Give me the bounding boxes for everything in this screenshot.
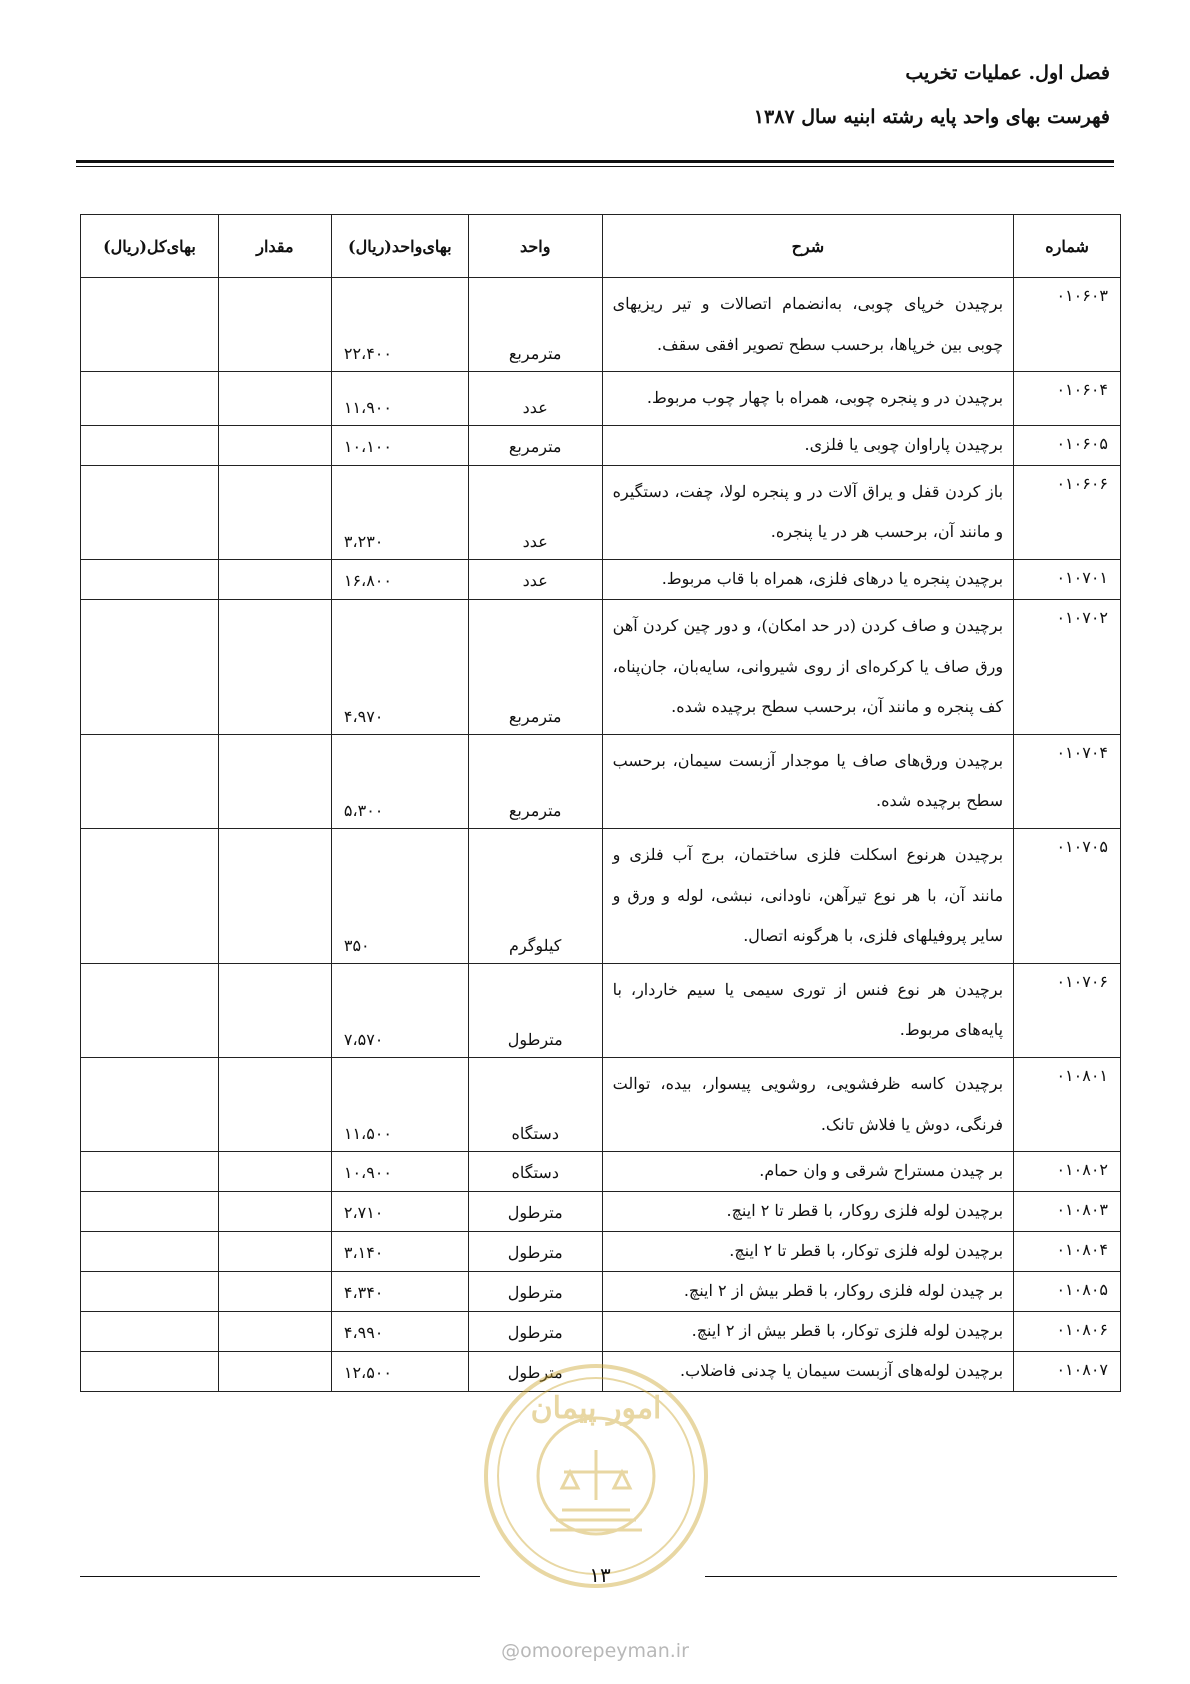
item-total — [81, 599, 219, 734]
table-row — [81, 1152, 1121, 1192]
item-description: باز کردن قفل و یراق آلات در و پنجره لولا، چفت، دستگیره و مانند آن، برحسب هر در یا پنجره. — [602, 465, 1013, 559]
item-unit: عدد — [468, 559, 602, 599]
item-unit: مترطول — [468, 1192, 602, 1232]
table-row — [81, 734, 1121, 828]
item-total — [81, 465, 219, 559]
price-list-table — [80, 214, 1121, 1392]
item-quantity — [218, 559, 331, 599]
item-total — [81, 1232, 219, 1272]
item-unit-price: ۳،۱۴۰ — [331, 1232, 468, 1272]
item-unit-price: ۳،۲۳۰ — [331, 465, 468, 559]
item-unit-price: ۱۱،۵۰۰ — [331, 1057, 468, 1151]
page-header — [754, 58, 1110, 132]
item-description: بر چیدن مستراح شرقی و وان حمام. — [602, 1152, 1013, 1192]
item-number: ۰۱۰۶۰۵ — [1014, 425, 1121, 465]
item-number: ۰۱۰۸۰۷ — [1014, 1352, 1121, 1392]
table-row — [81, 465, 1121, 559]
item-quantity — [218, 372, 331, 426]
item-unit: دستگاه — [468, 1057, 602, 1151]
item-quantity — [218, 1057, 331, 1151]
item-total — [81, 278, 219, 372]
item-total — [81, 963, 219, 1057]
item-unit-price: ۲،۷۱۰ — [331, 1192, 468, 1232]
item-description: برچیدن پنجره یا درهای فلزی، همراه با قاب مربوط. — [602, 559, 1013, 599]
column-header-description: شرح — [602, 215, 1013, 278]
item-total — [81, 1192, 219, 1232]
table-row — [81, 963, 1121, 1057]
header-divider-thin — [76, 166, 1114, 167]
chapter-title: فصل اول. عملیات تخریب — [905, 62, 1110, 84]
item-description: برچیدن در و پنجره چوبی، همراه با چهار چوب مربوط. — [602, 372, 1013, 426]
item-quantity — [218, 963, 331, 1057]
item-description: برچیدن لوله فلزی توکار، با قطر بیش از ۲ اینچ. — [602, 1312, 1013, 1352]
item-quantity — [218, 1232, 331, 1272]
item-quantity — [218, 1312, 331, 1352]
item-unit-price: ۲۲،۴۰۰ — [331, 278, 468, 372]
item-quantity — [218, 278, 331, 372]
table-row — [81, 828, 1121, 963]
table-row — [81, 559, 1121, 599]
header-divider-thick — [76, 160, 1114, 163]
item-number: ۰۱۰۷۰۴ — [1014, 734, 1121, 828]
table-row — [81, 1192, 1121, 1232]
item-number: ۰۱۰۸۰۱ — [1014, 1057, 1121, 1151]
item-unit-price: ۱۶،۸۰۰ — [331, 559, 468, 599]
item-unit-price: ۵،۳۰۰ — [331, 734, 468, 828]
item-unit: مترمربع — [468, 278, 602, 372]
item-description: برچیدن لوله فلزی توکار، با قطر تا ۲ اینچ. — [602, 1232, 1013, 1272]
item-unit: مترمربع — [468, 599, 602, 734]
item-quantity — [218, 828, 331, 963]
item-unit: مترطول — [468, 1232, 602, 1272]
page-number: ۱۳ — [589, 1563, 611, 1587]
item-unit-price: ۱۰،۱۰۰ — [331, 425, 468, 465]
table-row — [81, 425, 1121, 465]
item-quantity — [218, 1352, 331, 1392]
item-unit: عدد — [468, 465, 602, 559]
item-total — [81, 1057, 219, 1151]
item-unit: مترطول — [468, 1272, 602, 1312]
item-total — [81, 828, 219, 963]
watermark-stamp-logo — [480, 1360, 712, 1592]
item-number: ۰۱۰۸۰۳ — [1014, 1192, 1121, 1232]
item-quantity — [218, 1152, 331, 1192]
item-unit-price: ۳۵۰ — [331, 828, 468, 963]
item-unit: مترطول — [468, 1312, 602, 1352]
item-unit: کیلوگرم — [468, 828, 602, 963]
item-unit-price: ۴،۹۷۰ — [331, 599, 468, 734]
item-number: ۰۱۰۸۰۵ — [1014, 1272, 1121, 1312]
footer-rule-right — [705, 1576, 1117, 1577]
item-total — [81, 559, 219, 599]
item-unit-price: ۱۰،۹۰۰ — [331, 1152, 468, 1192]
item-total — [81, 1152, 219, 1192]
table-row — [81, 278, 1121, 372]
item-description: برچیدن هرنوع اسکلت فلزی ساختمان، برج آب فلزی و مانند آن، با هر نوع تیرآهن، ناودانی، نبشی، لوله و ورق و سایر پروفیلهای فلزی، با هرگونه اتصال. — [602, 828, 1013, 963]
item-unit-price: ۱۱،۹۰۰ — [331, 372, 468, 426]
item-unit-price: ۴،۹۹۰ — [331, 1312, 468, 1352]
item-quantity — [218, 465, 331, 559]
item-description: برچیدن هر نوع فنس از توری سیمی یا سیم خاردار، با پایه‌های مربوط. — [602, 963, 1013, 1057]
item-unit: مترمربع — [468, 734, 602, 828]
table-row — [81, 1272, 1121, 1312]
item-description: بر چیدن لوله فلزی روکار، با قطر بیش از ۲ اینچ. — [602, 1272, 1013, 1312]
item-number: ۰۱۰۶۰۳ — [1014, 278, 1121, 372]
item-description: برچیدن کاسه ظرفشویی، روشویی پیسوار، بیده، توالت فرنگی، دوش یا فلاش تانک. — [602, 1057, 1013, 1151]
column-header-unit: واحد — [468, 215, 602, 278]
item-unit: مترطول — [468, 1352, 602, 1392]
item-number: ۰۱۰۶۰۴ — [1014, 372, 1121, 426]
item-quantity — [218, 1272, 331, 1312]
item-total — [81, 372, 219, 426]
item-description: برچیدن و صاف کردن (در حد امکان)، و دور چین کردن آهن ورق صاف یا کرکره‌ای از روی شیروانی، سایه‌بان، جان‌پناه، کف پنجره و مانند آن، برحسب سطح برچیده شده. — [602, 599, 1013, 734]
item-description: برچیدن ورق‌های صاف یا موجدار آزبست سیمان، برحسب سطح برچیده شده. — [602, 734, 1013, 828]
table-row — [81, 599, 1121, 734]
column-header-total-price: بهای‌کل(ریال) — [81, 215, 219, 278]
item-number: ۰۱۰۶۰۶ — [1014, 465, 1121, 559]
item-total — [81, 425, 219, 465]
table-row — [81, 1312, 1121, 1352]
item-number: ۰۱۰۷۰۶ — [1014, 963, 1121, 1057]
watermark-site-address: @omoorepeyman.ir — [501, 1640, 689, 1662]
item-total — [81, 1352, 219, 1392]
item-quantity — [218, 599, 331, 734]
item-unit-price: ۱۲،۵۰۰ — [331, 1352, 468, 1392]
item-unit: مترمربع — [468, 425, 602, 465]
table-header-row — [81, 215, 1121, 278]
item-total — [81, 1312, 219, 1352]
item-unit-price: ۷،۵۷۰ — [331, 963, 468, 1057]
item-total — [81, 734, 219, 828]
item-unit: مترطول — [468, 963, 602, 1057]
item-quantity — [218, 734, 331, 828]
table-row — [81, 1057, 1121, 1151]
svg-text:امور پیمان: امور پیمان — [530, 1391, 662, 1426]
item-number: ۰۱۰۷۰۵ — [1014, 828, 1121, 963]
item-unit-price: ۴،۳۴۰ — [331, 1272, 468, 1312]
column-header-unit-price: بهای‌واحد(ریال) — [331, 215, 468, 278]
column-header-number: شماره — [1014, 215, 1121, 278]
document-subtitle: فهرست بهای واحد پایه رشته ابنیه سال ۱۳۸۷ — [753, 106, 1110, 128]
item-description: برچیدن پاراوان چوبی یا فلزی. — [602, 425, 1013, 465]
footer-rule-left — [80, 1576, 480, 1577]
item-description: برچیدن لوله فلزی روکار، با قطر تا ۲ اینچ. — [602, 1192, 1013, 1232]
item-number: ۰۱۰۷۰۲ — [1014, 599, 1121, 734]
item-unit: عدد — [468, 372, 602, 426]
item-description: برچیدن لوله‌های آزبست سیمان یا چدنی فاضلاب. — [602, 1352, 1013, 1392]
item-number: ۰۱۰۸۰۲ — [1014, 1152, 1121, 1192]
item-description: برچیدن خرپای چوبی، به‌انضمام اتصالات و تیر ریزیهای چوبی بین خرپاها، برحسب سطح تصویر افقی سقف. — [602, 278, 1013, 372]
column-header-quantity: مقدار — [218, 215, 331, 278]
item-quantity — [218, 425, 331, 465]
table-row — [81, 372, 1121, 426]
item-total — [81, 1272, 219, 1312]
item-quantity — [218, 1192, 331, 1232]
item-number: ۰۱۰۷۰۱ — [1014, 559, 1121, 599]
table-row — [81, 1232, 1121, 1272]
item-number: ۰۱۰۸۰۴ — [1014, 1232, 1121, 1272]
item-number: ۰۱۰۸۰۶ — [1014, 1312, 1121, 1352]
item-unit: دستگاه — [468, 1152, 602, 1192]
